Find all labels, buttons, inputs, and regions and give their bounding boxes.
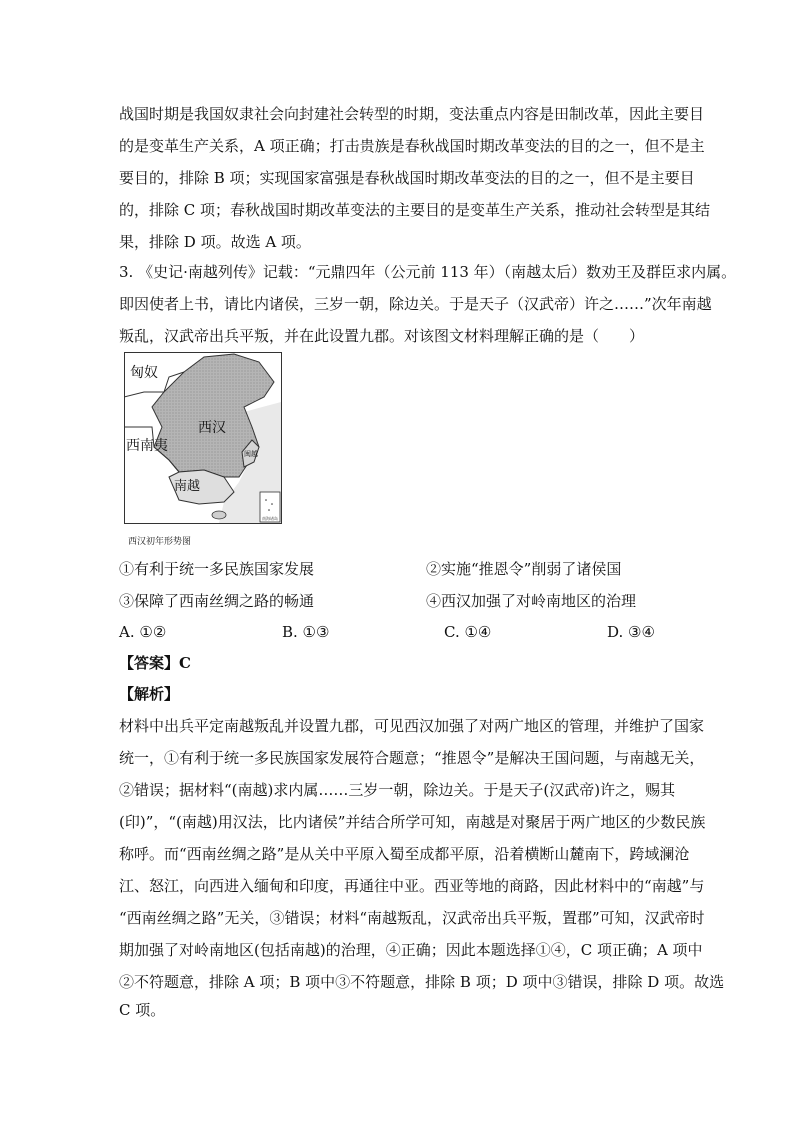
statement: ④西汉加强了对岭南地区的治理 xyxy=(426,592,637,610)
map-label-xinanyi: 西南夷 xyxy=(126,438,168,454)
statement: ③保障了西南丝绸之路的畅通 xyxy=(119,592,315,610)
text-line: 的，排除 C 项；春秋战国时期改革变法的主要目的是变革生产关系，推动社会转型是其结 xyxy=(119,201,711,219)
analysis-line: “西南丝绸之路”无关，③错误；材料“南越叛乱，汉武帝出兵平叛，置郡”可知，汉武帝时 xyxy=(119,909,705,927)
question-line: 即因使者上书，请比内诸侯，三岁一朝，除边关。于是天子（汉武帝）许之……”次年南越 xyxy=(119,295,712,313)
text-line: 的是变革生产关系，A 项正确；打击贵族是春秋战国时期改革变法的目的之一，但不是主 xyxy=(119,137,705,155)
analysis-line: 材料中出兵平定南越叛乱并设置九郡，可见西汉加强了对两广地区的管理，并维护了国家 xyxy=(119,717,705,735)
analysis-line: 期加强了对岭南地区(包括南越)的治理，④正确；因此本题选择①④，C 项正确；A 项中 xyxy=(119,941,703,959)
analysis-line: 统一，①有利于统一多民族国家发展符合题意；“推恩令”是解决王国问题，与南越无关， xyxy=(119,749,705,767)
map-graphic xyxy=(124,352,282,524)
map-inset-label: 南海诸岛 xyxy=(262,516,278,521)
text-line: 要目的，排除 B 项；实现国家富强是春秋战国时期改革变法的目的之一，但不是主要目 xyxy=(119,169,695,187)
choice-b: B. ①③ xyxy=(282,623,330,641)
map-label-minyue: 闽越 xyxy=(244,450,258,458)
analysis-line: C 项。 xyxy=(119,1001,166,1019)
analysis-line: 江、怒江，向西进入缅甸和印度，再通往中亚。西亚等地的商路，因此材料中的“南越”与 xyxy=(119,877,705,895)
map-caption: 西汉初年形势图 xyxy=(128,537,192,547)
answer: 【答案】C xyxy=(119,654,191,672)
map-label-xiongnu: 匈奴 xyxy=(130,365,158,381)
choice-c: C. ①④ xyxy=(444,623,492,641)
map-label-xihan: 西汉 xyxy=(198,420,226,436)
text-line: 战国时期是我国奴隶社会向封建社会转型的时期，变法重点内容是田制改革，因此主要目 xyxy=(119,105,705,123)
question-line: 叛乱，汉武帝出兵平叛，并在此设置九郡。对该图文材料理解正确的是（ ） xyxy=(119,327,645,345)
analysis-heading: 【解析】 xyxy=(119,685,180,703)
choice-a: A. ①② xyxy=(119,623,167,641)
analysis-line: ②错误；据材料“(南越)求内属……三岁一朝，除边关。于是天子(汉武帝)许之，赐其 xyxy=(119,781,676,799)
historical-map xyxy=(124,352,282,524)
analysis-line: (印)”，“(南越)用汉法，比内诸侯”并结合所学可知，南越是对聚居于两广地区的少数民族 xyxy=(119,813,706,831)
statement: ①有利于统一多民族国家发展 xyxy=(119,560,315,578)
text-line: 果，排除 D 项。故选 A 项。 xyxy=(119,233,311,251)
statement: ②实施“推恩令”削弱了诸侯国 xyxy=(426,560,622,578)
choice-d: D. ③④ xyxy=(607,623,655,641)
question-line: 3. 《史记·南越列传》记载：“元鼎四年（公元前 113 年）（南越太后）数劝王及群臣求内属。 xyxy=(119,263,737,281)
analysis-line: 称呼。而“西南丝绸之路”是从关中平原入蜀至成都平原，沿着横断山麓南下，跨域澜沧 xyxy=(119,845,690,863)
analysis-line: ②不符题意，排除 A 项；B 项中③不符题意，排除 B 项；D 项中③错误，排除 D 项。故选 xyxy=(119,973,725,991)
map-label-nanyue: 南越 xyxy=(174,479,201,494)
